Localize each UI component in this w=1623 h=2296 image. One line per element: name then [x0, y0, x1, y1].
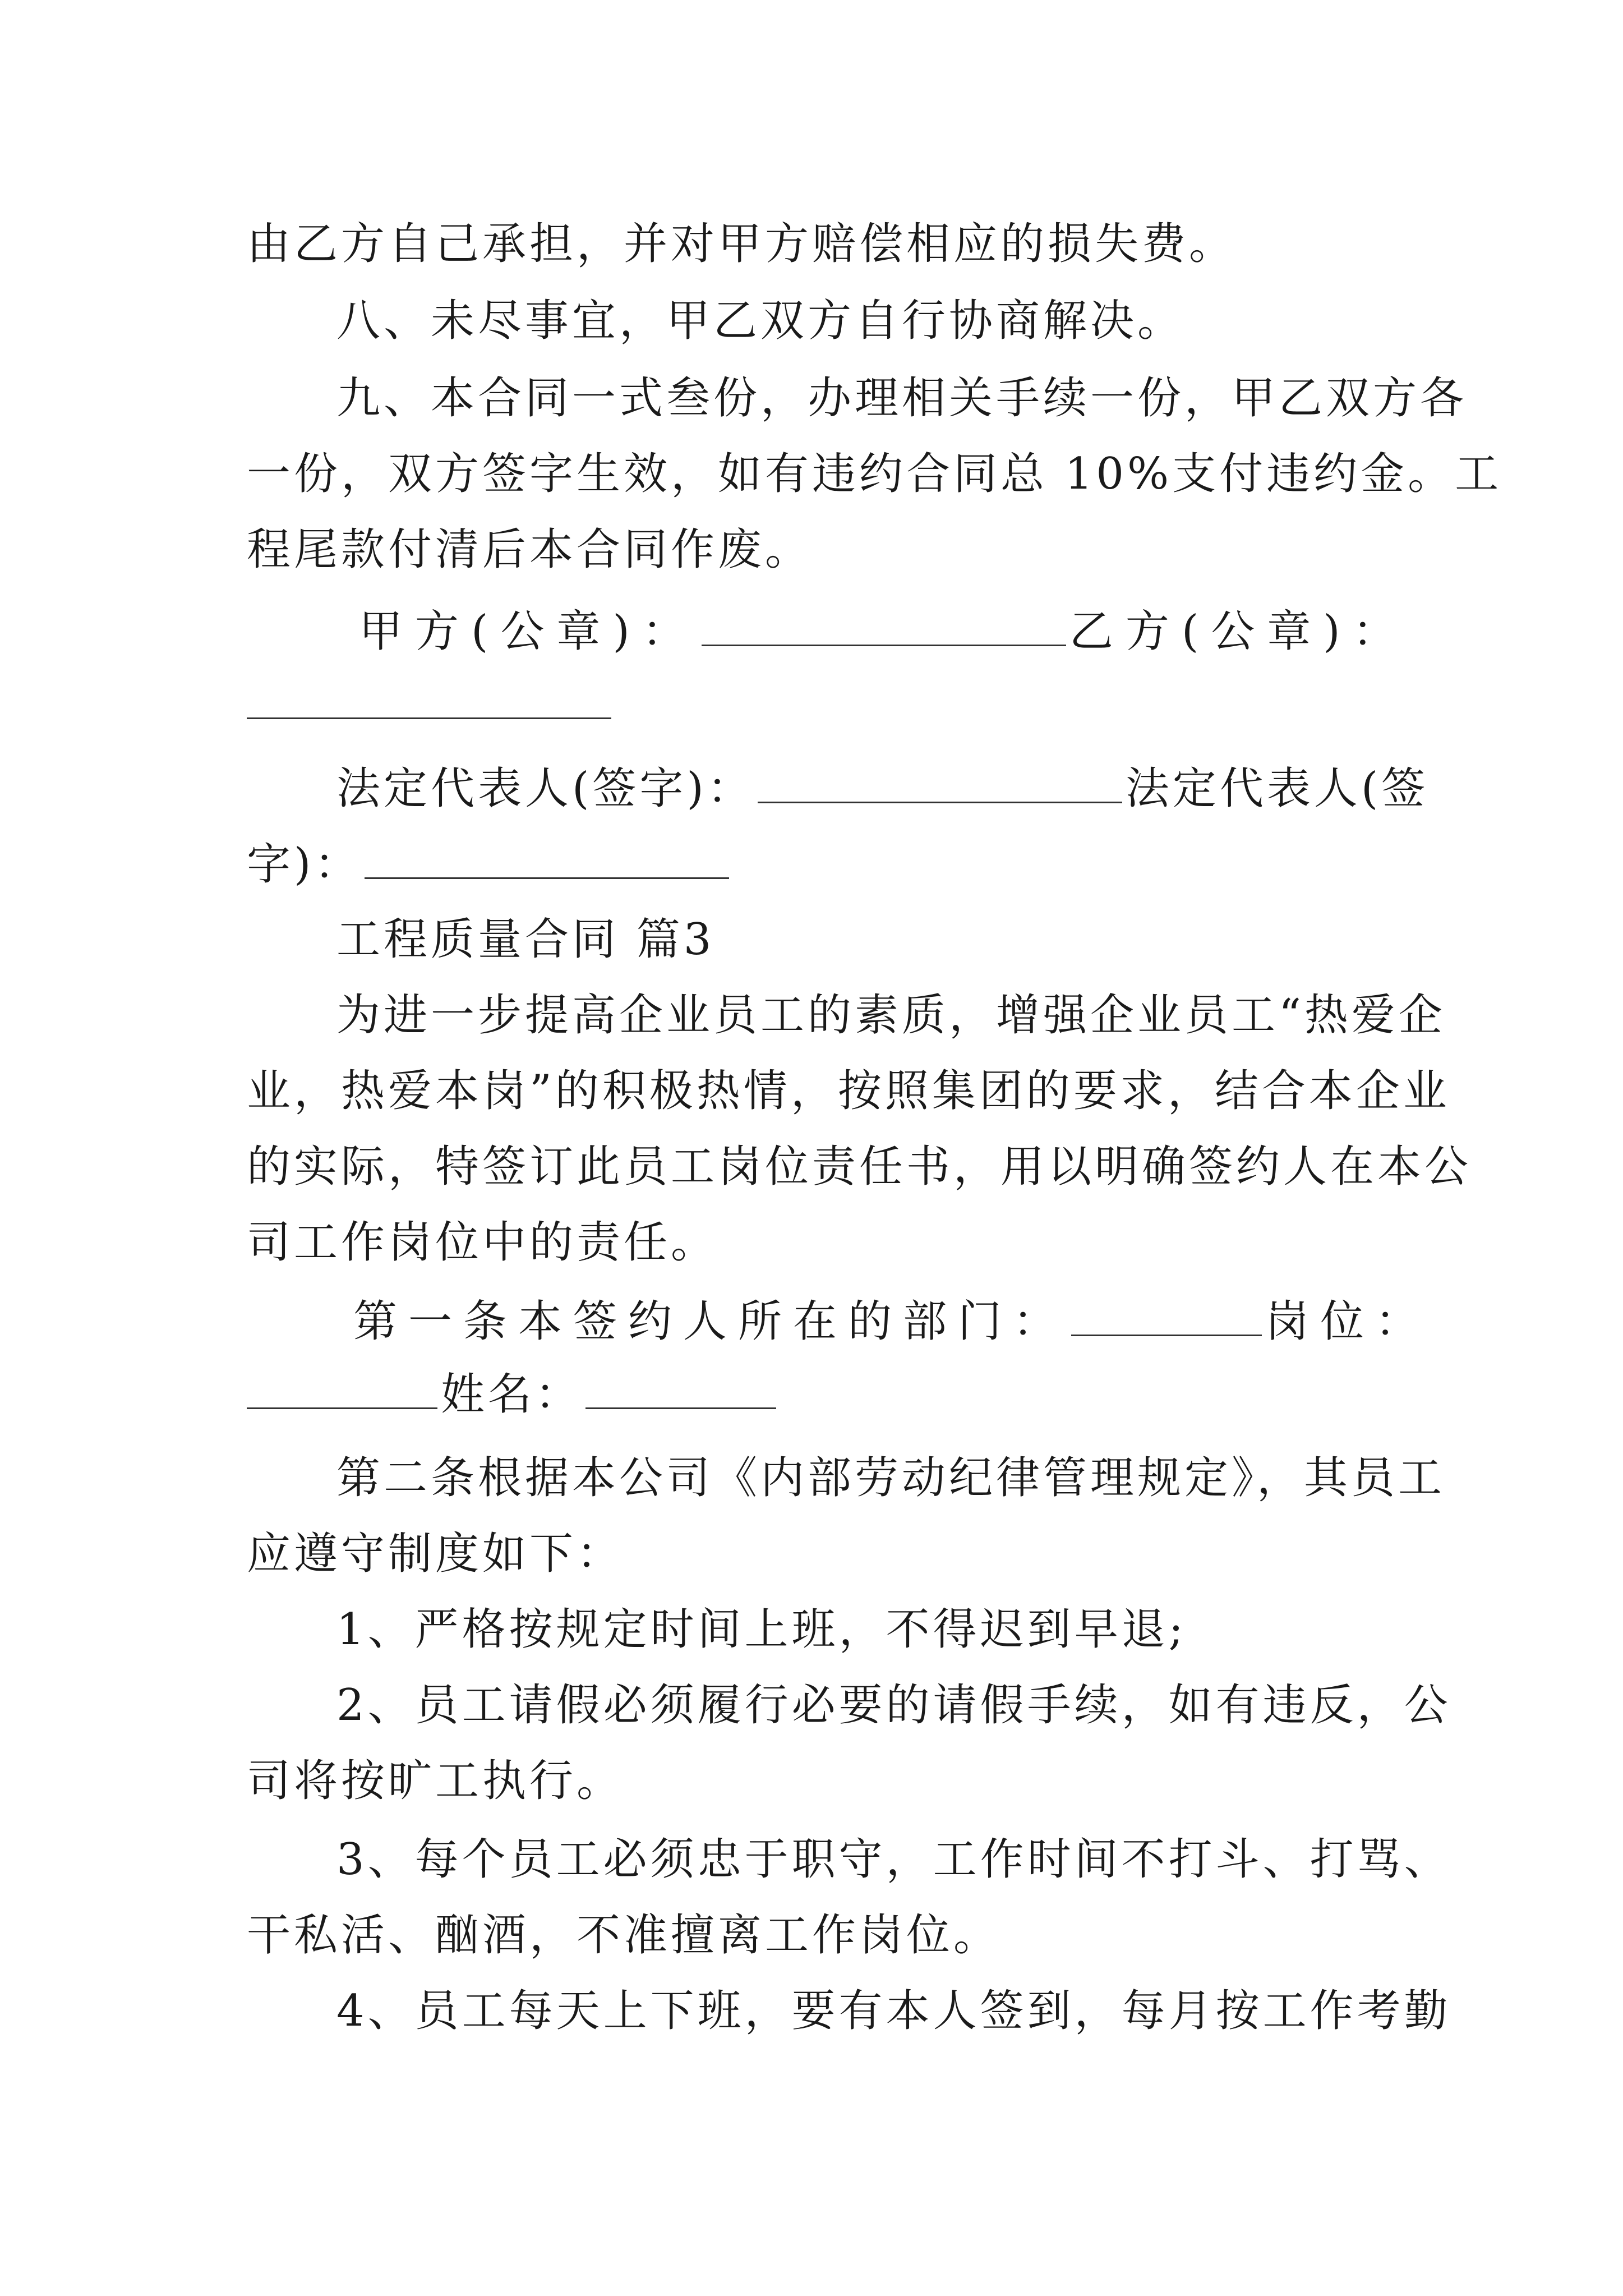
party-a-seal-label: 甲方(公章)：: [359, 606, 698, 657]
paragraph-line: 第二条根据本公司《内部劳动纪律管理规定》，其员工: [336, 1453, 1446, 1503]
article-1-line-cont: [247, 1366, 1391, 1423]
paragraph-line: 业，热爱本岗”的积极热情，按照集团的要求，结合本企业: [247, 1066, 1450, 1116]
paragraph-line: 应遵守制度如下：: [247, 1529, 624, 1579]
party-b-rep-blank: [365, 836, 729, 879]
party-b-rep-label-cont: 字)：: [247, 839, 362, 890]
paragraph-line: 九、本合同一式叁份，办理相关手续一份，甲乙双方各: [336, 373, 1468, 424]
signature-line-company: [359, 603, 1409, 660]
paragraph-line: 的实际，特签订此员工岗位责任书，用以明确签约人在本公: [247, 1142, 1472, 1192]
rule-item: 1、严格按规定时间上班，不得迟到早退;: [336, 1604, 1187, 1655]
paragraph-line: 一份，双方签字生效，如有违约合同总 10%支付违约金。工: [247, 449, 1502, 499]
party-b-seal-blank: [247, 676, 611, 719]
name-blank: [585, 1366, 776, 1409]
rule-item: 3、每个员工必须忠于职守，工作时间不打斗、打骂、: [336, 1834, 1451, 1885]
rule-item: 4、员工每天上下班，要有本人签到，每月按工作考勤: [336, 1986, 1451, 2036]
party-b-rep-label: 法定代表人(签: [1125, 763, 1429, 814]
signature-line-rep-cont: [247, 836, 1391, 892]
paragraph-line: 由乙方自己承担，并对甲方赔偿相应的损失费。: [247, 219, 1237, 269]
article-1-line: [353, 1293, 1431, 1350]
party-a-rep-label: 法定代表人(签字)：: [336, 763, 754, 814]
rule-item: 2、员工请假必须履行必要的请假手续，如有违反，公: [336, 1680, 1451, 1731]
department-blank: [1071, 1293, 1262, 1336]
party-a-rep-blank: [758, 760, 1122, 803]
party-b-seal-label: 乙方(公章)：: [1069, 606, 1409, 657]
rule-item-cont: 干私活、酗酒，不准擅离工作岗位。: [247, 1910, 1001, 1961]
post-label: 岗位：: [1265, 1296, 1431, 1347]
section-title: 工程质量合同 篇3: [336, 914, 715, 965]
paragraph-line: 程尾款付清后本合同作废。: [247, 524, 813, 575]
name-label: 姓名：: [441, 1369, 583, 1420]
party-a-seal-blank: [702, 603, 1066, 646]
post-blank: [247, 1366, 437, 1409]
signature-line-rep: [336, 760, 1429, 817]
paragraph-line: 八、未尽事宜，甲乙双方自行协商解决。: [336, 296, 1185, 346]
signature-line-company-cont: [247, 676, 1391, 733]
paragraph-line: 为进一步提高企业员工的素质，增强企业员工“热爱企: [336, 990, 1446, 1041]
rule-item-cont: 司将按旷工执行。: [247, 1756, 624, 1806]
department-label: 第一条本签约人所在的部门：: [353, 1296, 1068, 1347]
paragraph-line: 司工作岗位中的责任。: [247, 1217, 718, 1268]
